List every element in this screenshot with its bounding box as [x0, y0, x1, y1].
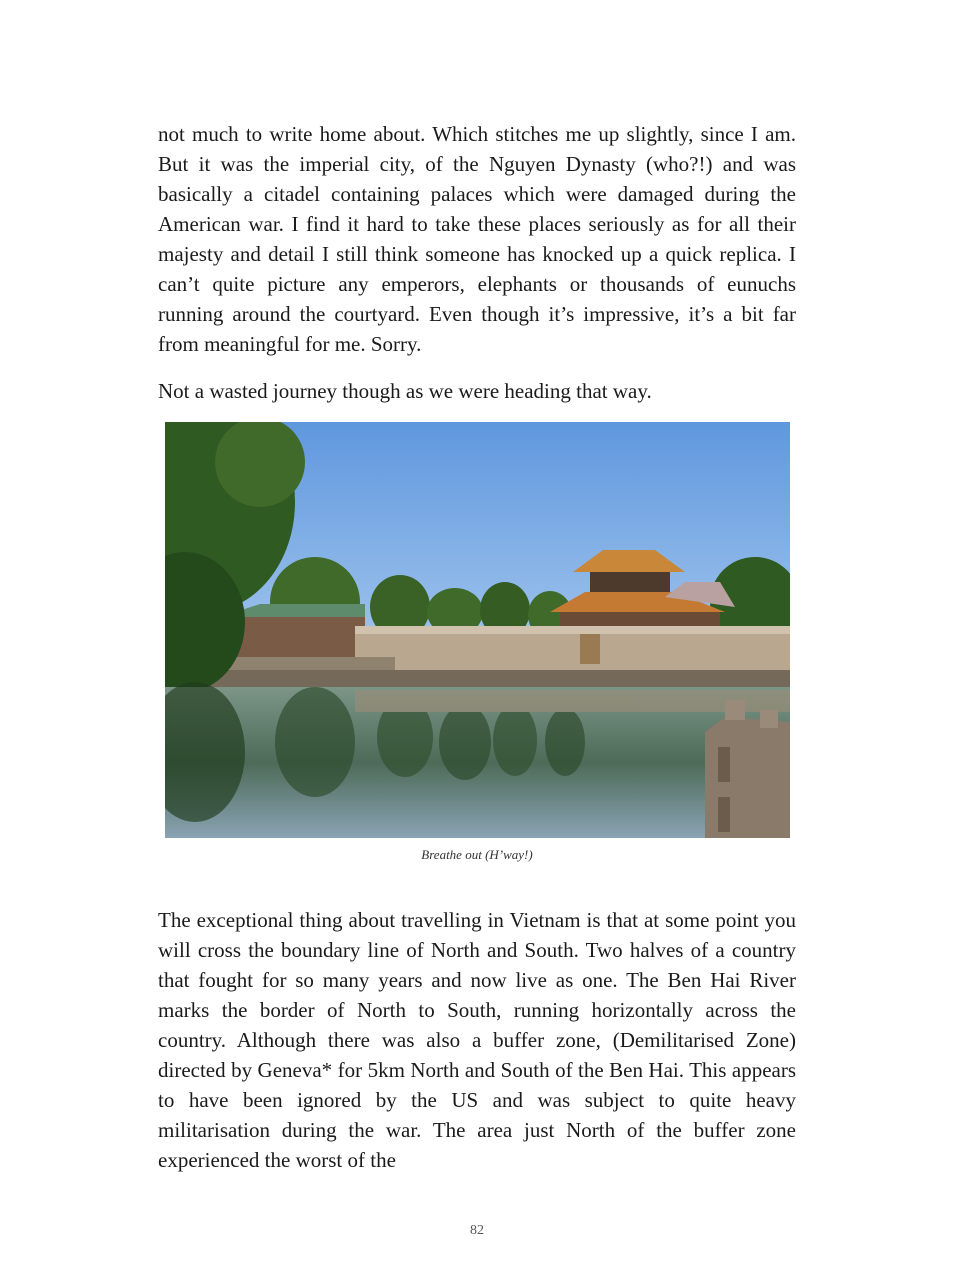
- body-paragraph-2: Not a wasted journey though as we were heading that way.: [158, 379, 652, 403]
- photo-caption: Breathe out (H’way!): [421, 847, 533, 862]
- body-paragraph-1: not much to write home about. Which stitches me up slightly, since I am. But it was the imperial city, of the Nguyen Dynasty (who?!) and was basically a citadel containing palaces which were damaged during the American war. I find it hard to take these places seriously as for all their majesty and detail I still think someone has knocked up a quick replica. I can’t quite picture any emperors, elephants or thousands of eunuchs running around the courtyard. Even though it’s impressive, it’s a bit far from meaningful for me. Sorry.: [158, 122, 796, 356]
- body-paragraph-3: The exceptional thing about travelling in Vietnam is that at some point you will cross the boundary line of North and South. Two halves of a country that fought for so many years and now live as one. The Ben Hai River marks the border of North to South, running horizontally across the country. Although there was also a buffer zone, (Demilitarised Zone) directed by Geneva* for 5km North and South of the Ben Hai. This appears to have been ignored by the US and was subject to quite heavy militarisation during the war. The area just North of the buffer zone experienced the worst of the: [158, 908, 796, 1172]
- imperial-city-lake-photo: [165, 422, 790, 838]
- page-number: 82: [470, 1223, 484, 1238]
